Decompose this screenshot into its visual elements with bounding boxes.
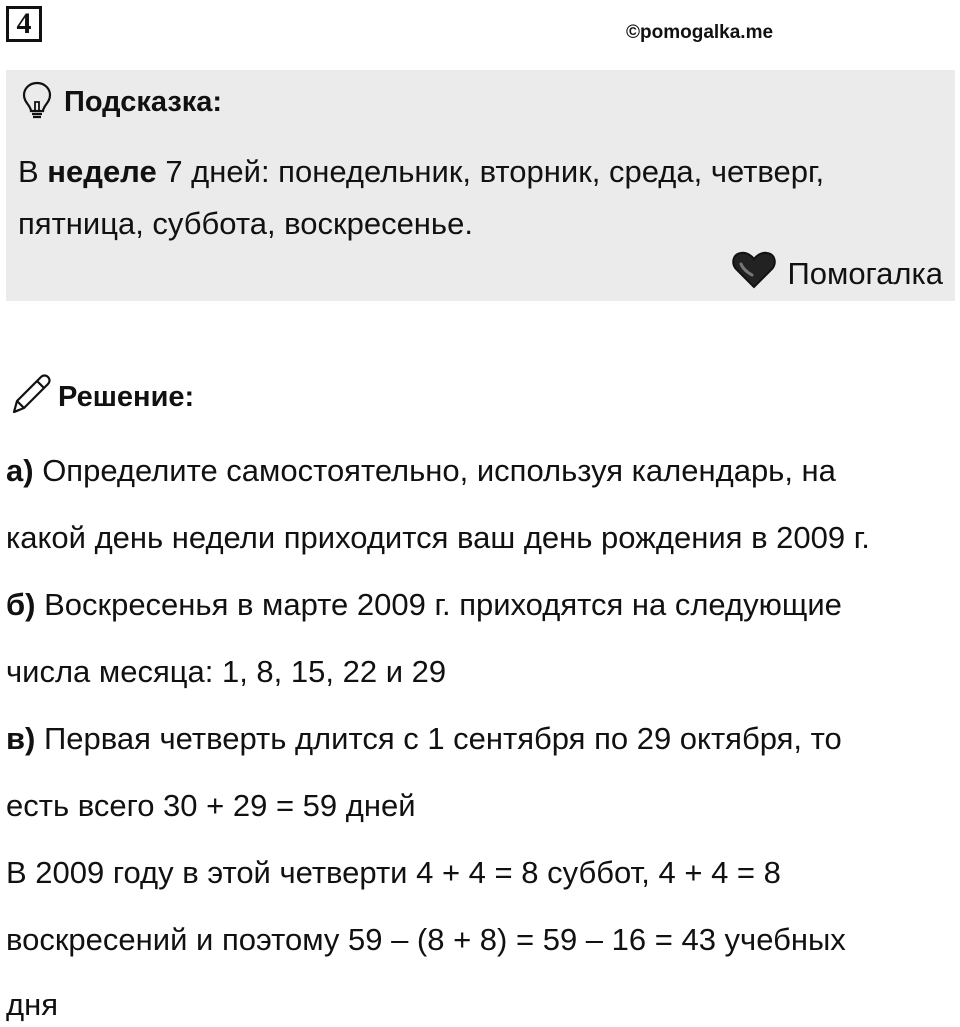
hint-text	[18, 146, 938, 250]
solution-title: Решение:	[58, 381, 195, 413]
solution-a-line2: какой день недели приходится ваш день рождения в 2009 г.	[6, 520, 870, 555]
solution-a-label: а)	[6, 453, 34, 488]
solution-b-line2: числа месяца: 1, 8, 15, 22 и 29	[6, 654, 447, 689]
hint-signature	[731, 250, 943, 298]
solution-a-text: Определите самостоятельно, используя календарь, на	[33, 453, 836, 488]
task-number: 4	[6, 6, 42, 42]
pencil-icon	[8, 372, 54, 423]
hint-line2: пятница, суббота, воскресенье.	[18, 206, 473, 241]
heart-icon	[731, 250, 787, 298]
solution-a-line1	[6, 451, 836, 491]
solution-v-text: Первая четверть длится с 1 сентября по 29 октября, то	[35, 721, 842, 756]
solution-header	[8, 372, 194, 423]
solution-v-line3: В 2009 году в этой четверти 4 + 4 = 8 суббот, 4 + 4 = 8	[6, 855, 781, 890]
hint-header	[20, 80, 222, 125]
hint-prefix: В	[18, 154, 48, 189]
solution-v-line2: есть всего 30 + 29 = 59 дней	[6, 788, 416, 823]
signature-label: Помогалка	[787, 256, 943, 291]
hint-panel	[6, 70, 955, 301]
hint-line1-rest: 7 дней: понедельник, вторник, среда, четверг,	[156, 154, 825, 189]
hint-title: Подсказка:	[64, 86, 223, 118]
lightbulb-icon	[20, 80, 54, 125]
solution-b-line1	[6, 585, 842, 625]
copyright-label: ©pomogalka.me	[626, 22, 774, 43]
solution-b-text: Воскресенья в марте 2009 г. приходятся на следующие	[35, 587, 842, 622]
solution-b-label: б)	[6, 587, 36, 622]
hint-bold-word: неделе	[47, 154, 157, 189]
solution-v-line1	[6, 719, 842, 759]
solution-v-line4: воскресений и поэтому 59 – (8 + 8) = 59 – 16 = 43 учебных	[6, 922, 846, 957]
solution-v-line5: дня	[6, 987, 58, 1022]
solution-v-label: в)	[6, 721, 36, 756]
